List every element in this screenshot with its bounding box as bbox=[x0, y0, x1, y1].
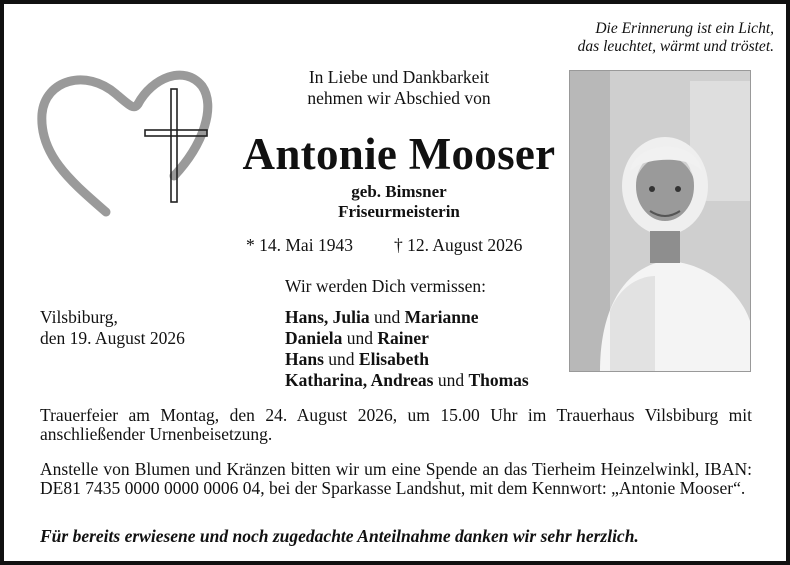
memorial-quote bbox=[474, 20, 774, 56]
family-row bbox=[285, 370, 529, 391]
heart-cross-icon bbox=[34, 64, 214, 224]
maiden-name: geb. Bimsner bbox=[351, 182, 447, 201]
portrait-image bbox=[570, 71, 750, 371]
intro-text bbox=[239, 67, 559, 109]
intro-line-1: In Liebe und Dankbarkeit bbox=[308, 67, 490, 87]
family-names: Marianne bbox=[404, 307, 479, 327]
occupation: Friseurmeisterin bbox=[338, 202, 460, 221]
family-sep: und bbox=[433, 370, 469, 390]
family-names: Rainer bbox=[377, 328, 429, 348]
quote-line-2: das leuchtet, wärmt und tröstet. bbox=[577, 38, 774, 55]
family-names: Katharina, Andreas bbox=[285, 370, 434, 390]
family-names: Hans, Julia bbox=[285, 307, 370, 327]
family-row bbox=[285, 349, 529, 370]
family-sep: und bbox=[369, 307, 405, 327]
quote-line-1: Die Erinnerung ist ein Licht, bbox=[595, 20, 774, 37]
donation-info: Anstelle von Blumen und Kränzen bitten wir um eine Spende an das Tierheim Heinzelwinkl, IBAN: DE81 7435 0000 0000 0006 04, bei der Sparkasse Landshut, mit dem Kennwort: „Antonie Mooser“. bbox=[40, 459, 752, 498]
ceremony-info: Trauerfeier am Montag, den 24. August 2026, um 15.00 Uhr im Trauerhaus Vilsbiburg mit anschließender Urnenbeisetzung. bbox=[40, 405, 752, 444]
deceased-name: Antonie Mooser bbox=[242, 129, 556, 179]
family-row bbox=[285, 328, 529, 349]
family-sep: und bbox=[342, 328, 378, 348]
birth-date: * 14. Mai 1943 bbox=[246, 235, 353, 255]
family-names: Daniela bbox=[285, 328, 343, 348]
deceased-details bbox=[239, 182, 559, 222]
place-date bbox=[40, 307, 185, 349]
date: den 19. August 2026 bbox=[40, 328, 185, 348]
intro-line-2: nehmen wir Abschied von bbox=[307, 88, 491, 108]
family-names: Hans bbox=[285, 349, 324, 369]
thanks-line: Für bereits erwiesene und noch zugedachte Anteilnahme danken wir sehr herzlich. bbox=[40, 526, 639, 546]
place: Vilsbiburg, bbox=[40, 307, 118, 327]
family-row bbox=[285, 307, 529, 328]
family-list bbox=[285, 307, 529, 391]
death-date: † 12. August 2026 bbox=[394, 235, 523, 255]
family-names: Thomas bbox=[468, 370, 529, 390]
portrait-photo bbox=[569, 70, 751, 372]
family-names: Elisabeth bbox=[358, 349, 429, 369]
miss-line: Wir werden Dich vermissen: bbox=[285, 276, 486, 296]
family-sep: und bbox=[323, 349, 359, 369]
